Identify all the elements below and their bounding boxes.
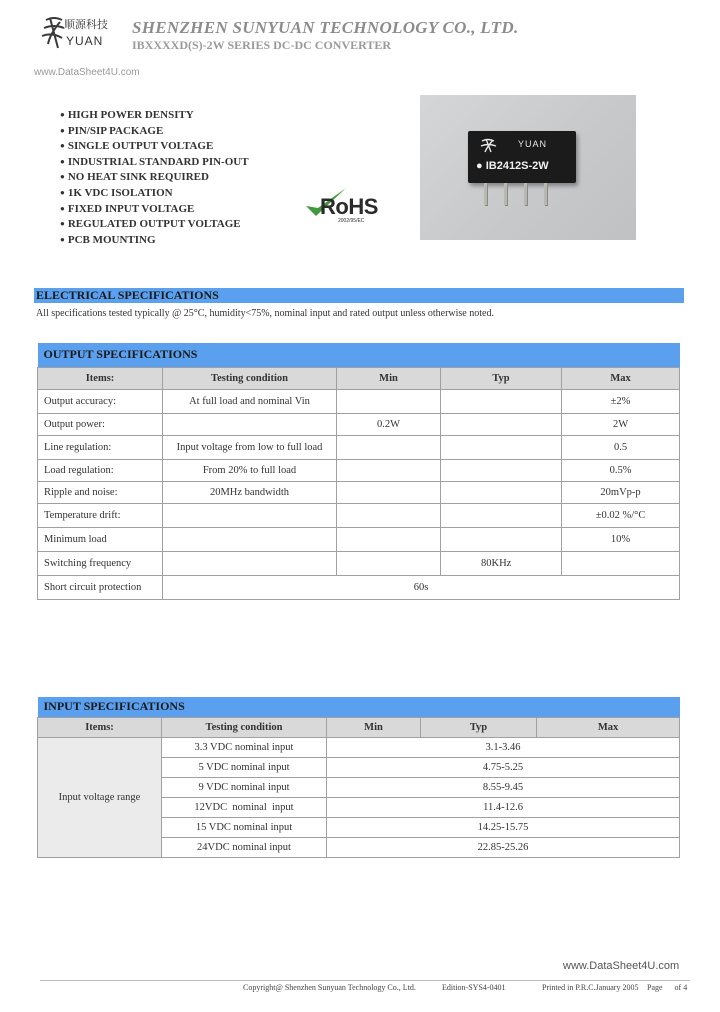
item-short-circuit-protection: Short circuit protection xyxy=(38,575,163,599)
rohs-label: RoHS xyxy=(320,194,378,219)
item-minimum-load: Minimum load xyxy=(38,527,163,551)
item-input-voltage-range: Input voltage range xyxy=(38,737,162,857)
max-cell: 10% xyxy=(562,527,680,551)
max-cell: ±0.02 %/°C xyxy=(562,503,680,527)
max-cell: 0.5% xyxy=(562,459,680,481)
range-cell: 3.1-3.46 xyxy=(327,737,680,757)
min-cell xyxy=(337,481,441,503)
feature-list xyxy=(60,108,249,248)
feature-item: ● SINGLE OUTPUT VOLTAGE xyxy=(60,139,249,155)
header-min: Min xyxy=(327,717,421,737)
feature-item: ● PIN/SIP PACKAGE xyxy=(60,124,249,140)
module-pin xyxy=(524,183,527,205)
footer-copyright: Copyright@ Shenzhen Sunyuan Technology Co., Ltd. xyxy=(243,983,416,992)
header-testing-condition: Testing condition xyxy=(162,717,327,737)
table-row xyxy=(38,575,680,599)
header-max: Max xyxy=(537,717,680,737)
company-title: SHENZHEN SUNYUAN TECHNOLOGY CO., LTD. xyxy=(132,18,519,37)
max-cell: 20mVp-p xyxy=(562,481,680,503)
electrical-specs-note: All specifications tested typically @ 25°C, humidity<75%, nominal input and rated output unless otherwise noted. xyxy=(36,308,494,319)
feature-item: ● INDUSTRIAL STANDARD PIN-OUT xyxy=(60,155,249,171)
table-row xyxy=(38,389,680,413)
condition-cell: Input voltage from low to full load xyxy=(163,435,337,459)
range-cell: 22.85-25.26 xyxy=(327,837,680,857)
table-row xyxy=(38,527,680,551)
output-specs-table xyxy=(37,343,680,600)
header-max: Max xyxy=(562,367,680,389)
series-title: IBXXXXD(S)-2W SERIES DC-DC CONVERTER xyxy=(132,38,392,52)
min-cell xyxy=(337,435,441,459)
feature-item: ● HIGH POWER DENSITY xyxy=(60,108,249,124)
header-items: Items: xyxy=(38,367,163,389)
condition-cell: 12VDC nominal input xyxy=(162,797,327,817)
header-testing-condition: Testing condition xyxy=(163,367,337,389)
table-row xyxy=(38,435,680,459)
table-row xyxy=(38,459,680,481)
max-cell: 2W xyxy=(562,413,680,435)
converter-module xyxy=(468,131,576,183)
typ-cell xyxy=(441,435,562,459)
condition-cell: 15 VDC nominal input xyxy=(162,817,327,837)
rohs-badge xyxy=(302,186,398,226)
range-cell: 4.75-5.25 xyxy=(327,757,680,777)
min-cell: 0.2W xyxy=(337,413,441,435)
condition-cell: 5 VDC nominal input xyxy=(162,757,327,777)
item-temperature-drift: Temperature drift: xyxy=(38,503,163,527)
condition-cell xyxy=(163,413,337,435)
min-cell xyxy=(337,551,441,575)
header-min: Min xyxy=(337,367,441,389)
footer-printed-date: Printed in P.R.C.January 2005 xyxy=(542,983,639,992)
footer-edition: Edition-SYS4-0401 xyxy=(442,983,506,992)
feature-item: ● PCB MOUNTING xyxy=(60,233,249,249)
module-pin xyxy=(504,183,507,205)
product-photo xyxy=(420,95,636,240)
item-output-accuracy: Output accuracy: xyxy=(38,389,163,413)
input-specs-table xyxy=(37,697,680,858)
chip-model-text: ● IB2412S-2W xyxy=(476,160,549,172)
condition-cell: 20MHz bandwidth xyxy=(163,481,337,503)
table-row xyxy=(38,737,680,757)
header-items: Items: xyxy=(38,717,162,737)
header-typ: Typ xyxy=(441,367,562,389)
output-specs-title: OUTPUT SPECIFICATIONS xyxy=(38,343,680,367)
range-cell: 14.25-15.75 xyxy=(327,817,680,837)
module-pin xyxy=(544,183,547,205)
max-cell: ±2% xyxy=(562,389,680,413)
chip-logo-icon xyxy=(480,137,504,153)
feature-item: ● FIXED INPUT VOLTAGE xyxy=(60,202,249,218)
condition-cell: From 20% to full load xyxy=(163,459,337,481)
min-cell xyxy=(337,389,441,413)
chip-brand-text: YUAN xyxy=(518,139,548,149)
table-row xyxy=(38,481,680,503)
condition-cell: 9 VDC nominal input xyxy=(162,777,327,797)
company-logo xyxy=(40,14,130,54)
condition-cell: At full load and nominal Vin xyxy=(163,389,337,413)
module-pin xyxy=(484,183,487,205)
electrical-specs-title: ELECTRICAL SPECIFICATIONS xyxy=(36,288,219,302)
feature-item: ● REGULATED OUTPUT VOLTAGE xyxy=(60,217,249,233)
typ-cell xyxy=(441,413,562,435)
logo-brand-text: YUAN xyxy=(66,34,104,48)
watermark-bottom[interactable]: www.DataSheet4U.com xyxy=(563,960,680,972)
typ-cell xyxy=(441,481,562,503)
feature-item: ● 1K VDC ISOLATION xyxy=(60,186,249,202)
min-cell xyxy=(337,459,441,481)
electrical-specs-bar xyxy=(34,288,684,303)
item-switching-frequency: Switching frequency xyxy=(38,551,163,575)
table-row xyxy=(38,503,680,527)
condition-cell: 24VDC nominal input xyxy=(162,837,327,857)
min-cell xyxy=(337,527,441,551)
input-specs-title: INPUT SPECIFICATIONS xyxy=(38,697,680,717)
max-cell xyxy=(562,551,680,575)
logo-chinese-text: 顺源科技 xyxy=(64,18,108,31)
condition-cell xyxy=(163,527,337,551)
item-load-regulation: Load regulation: xyxy=(38,459,163,481)
typ-cell xyxy=(441,503,562,527)
table-row xyxy=(38,551,680,575)
typ-cell xyxy=(441,459,562,481)
item-line-regulation: Line regulation: xyxy=(38,435,163,459)
item-ripple-noise: Ripple and noise: xyxy=(38,481,163,503)
feature-item: ● NO HEAT SINK REQUIRED xyxy=(60,170,249,186)
condition-cell xyxy=(163,551,337,575)
watermark-top[interactable]: www.DataSheet4U.com xyxy=(34,67,140,78)
max-cell: 0.5 xyxy=(562,435,680,459)
condition-cell xyxy=(163,503,337,527)
typ-cell xyxy=(441,527,562,551)
short-circuit-value: 60s xyxy=(163,575,680,599)
header-typ: Typ xyxy=(421,717,537,737)
table-row xyxy=(38,413,680,435)
footer-divider xyxy=(40,980,690,981)
item-output-power: Output power: xyxy=(38,413,163,435)
condition-cell: 3.3 VDC nominal input xyxy=(162,737,327,757)
min-cell xyxy=(337,503,441,527)
range-cell: 8.55-9.45 xyxy=(327,777,680,797)
footer-page-number: Page of 4 xyxy=(647,983,688,992)
rohs-sublabel: 2002/95/EC xyxy=(338,218,365,224)
range-cell: 11.4-12.6 xyxy=(327,797,680,817)
typ-cell: 80KHz xyxy=(441,551,562,575)
typ-cell xyxy=(441,389,562,413)
